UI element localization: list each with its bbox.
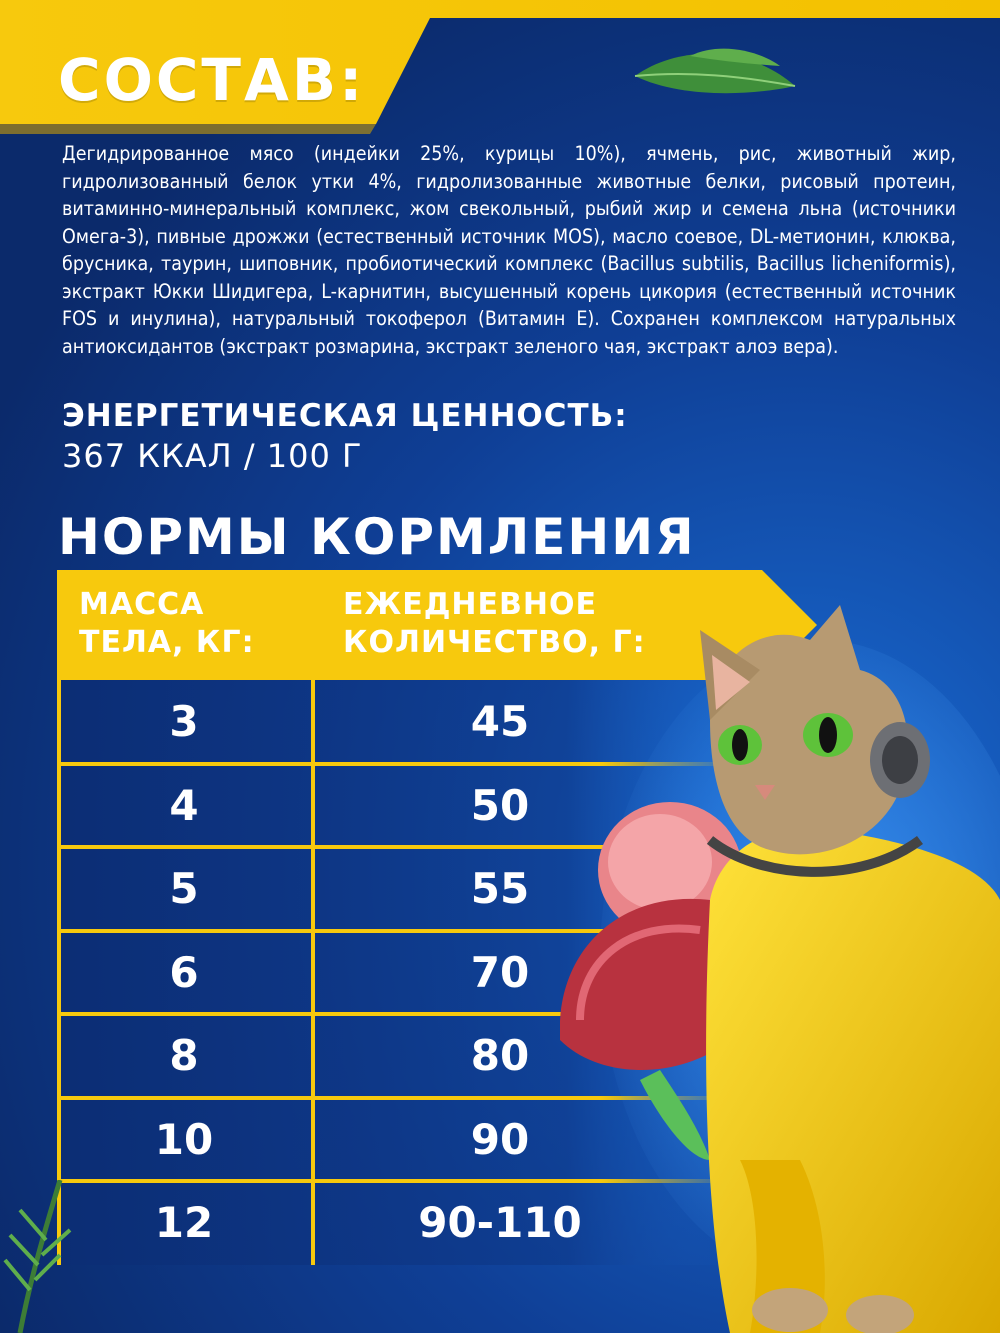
cell-daily-amount: 90 xyxy=(470,1114,530,1164)
cell-daily-amount: 90-110 xyxy=(418,1198,582,1248)
table-row xyxy=(57,1014,717,1098)
table-row xyxy=(57,1098,717,1182)
cell-daily-amount: 80 xyxy=(470,1031,530,1081)
feeding-norms-title: НОРМЫ КОРМЛЕНИЯ xyxy=(58,508,696,566)
cell-daily-amount: 50 xyxy=(470,780,530,830)
table-row xyxy=(57,931,717,1015)
column-header-mass-line2: ТЕЛА, КГ: xyxy=(79,625,255,660)
cell-daily-amount: 70 xyxy=(470,947,530,997)
cell-daily-amount: 45 xyxy=(470,697,530,747)
table-row xyxy=(57,680,717,764)
table-row xyxy=(57,847,717,931)
cell-body-mass: 3 xyxy=(169,697,199,747)
composition-title: СОСТАВ: xyxy=(58,46,366,114)
composition-text: Дегидрированное мясо (индейки 25%, курицы 10%), ячмень, рис, животный жир, гидролизованный белок утки 4%, гидролизованные животные белки, рисовый протеин, витаминно-минеральный комплекс, жом свекольный, рыбий жир и семена льна (источники Омега-3), пивные дрожжи (естественный источник MOS), масло соевое, DL-метионин, клюква, брусника, таурин, шиповник, пробиотический комплекс (Bacillus subtilis, Bacillus licheniformis), экстракт Юкки Шидигера, L-карнитин, высушенный корень цикория (естественный источник FOS и инулина), натуральный токоферол (Витамин Е). Сохранен комплексом натуральных антиоксидантов (экстракт розмарина, экстракт зеленого чая, экстракт алоэ вера). xyxy=(62,142,956,358)
column-header-amount-line2: КОЛИЧЕСТВО, Г: xyxy=(343,625,646,660)
energy-value: 367 ККАЛ / 100 Г xyxy=(62,437,363,475)
cell-body-mass: 8 xyxy=(169,1031,199,1081)
cell-body-mass: 4 xyxy=(169,780,199,830)
column-header-mass-line1: МАССА xyxy=(79,587,205,622)
cell-body-mass: 6 xyxy=(169,947,199,997)
column-header-amount-line1: ЕЖЕДНЕВНОЕ xyxy=(343,587,597,622)
cell-body-mass: 5 xyxy=(169,864,199,914)
column-header-mass xyxy=(79,586,255,662)
table-row xyxy=(57,1181,717,1265)
rosemary-leaf-icon xyxy=(630,36,800,116)
table-row xyxy=(57,764,717,848)
cell-body-mass: 12 xyxy=(154,1198,214,1248)
energy-label: ЭНЕРГЕТИЧЕСКАЯ ЦЕННОСТЬ: xyxy=(62,398,628,434)
feeding-table-body xyxy=(57,680,717,1265)
cell-daily-amount: 55 xyxy=(470,864,530,914)
cell-body-mass: 10 xyxy=(154,1114,214,1164)
